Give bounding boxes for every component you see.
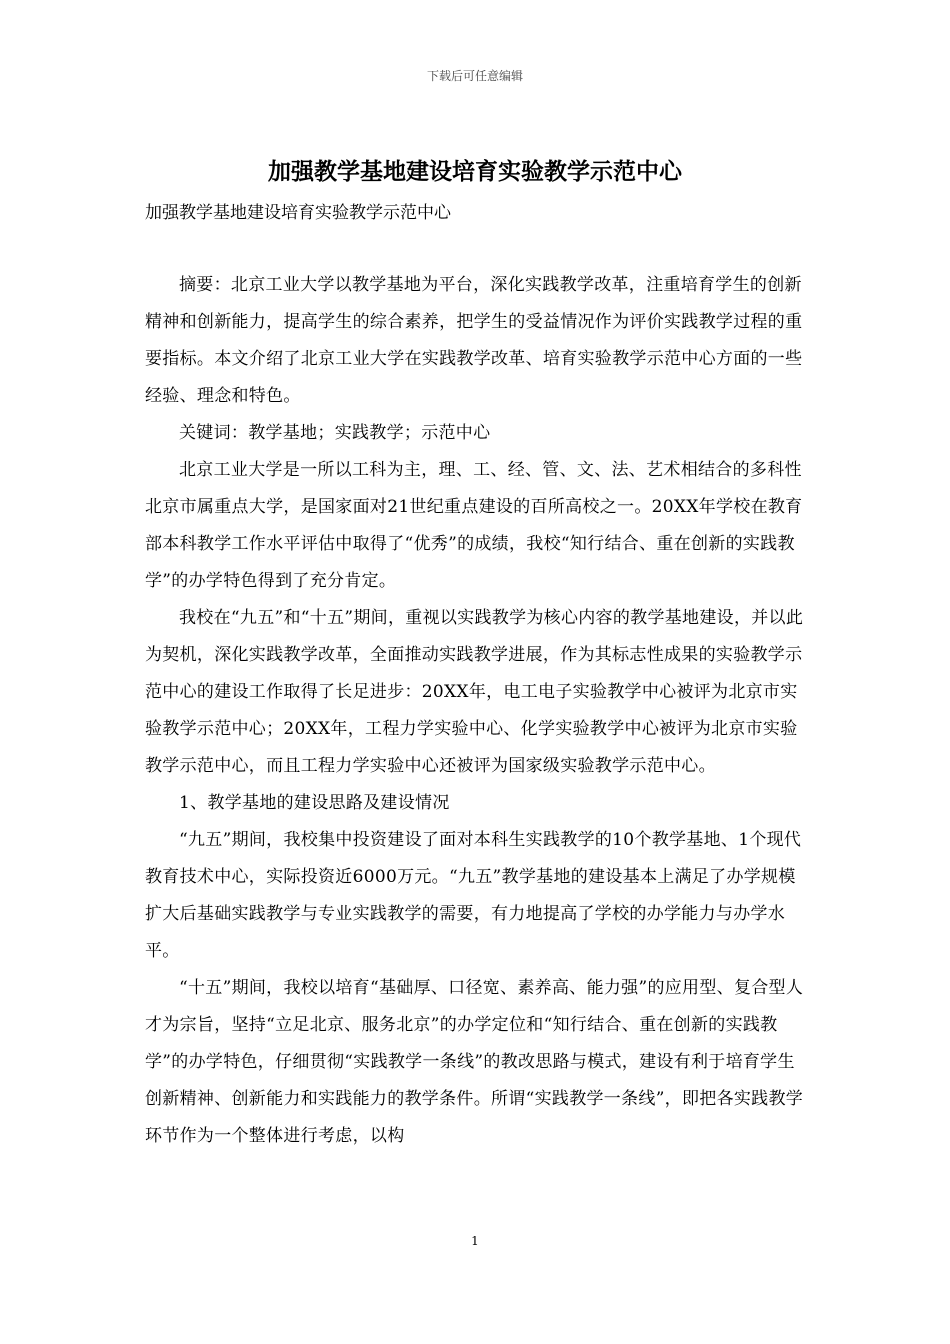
body-paragraph: “九五”期间，我校集中投资建设了面对本科生实践教学的10个教学基地、1个现代教育技术中心，实际投资近6000万元。“九五”教学基地的建设基本上满足了办学规模扩大后基础实践教学与专业实践教学的需要，有力地提高了学校的办学能力与办学水平。 <box>145 830 802 961</box>
abstract-paragraph: 摘要：北京工业大学以教学基地为平台，深化实践教学改革，注重培育学生的创新精神和创新能力，提高学生的综合素养，把学生的受益情况作为评价实践教学过程的重要指标。本文介绍了北京工业大学在实践教学改革、培育实验教学示范中心方面的一些经验、理念和特色。 <box>145 275 803 406</box>
document-body <box>145 267 810 1155</box>
section-heading: 1、教学基地的建设思路及建设情况 <box>179 793 450 813</box>
page-number: 1 <box>471 1234 479 1248</box>
body-paragraph: 我校在“九五”和“十五”期间，重视以实践教学为核心内容的教学基地建设，并以此为契机，深化实践教学改革，全面推动实践教学进展，作为其标志性成果的实验教学示范中心的建设工作取得了长足进步：20XX年，电工电子实验教学中心被评为北京市实验教学示范中心；20XX年，工程力学实验中心、化学实验教学中心被评为北京市实验教学示范中心，而且工程力学实验中心还被评为国家级实验教学示范中心。 <box>145 608 804 776</box>
body-paragraph: “十五”期间，我校以培育“基础厚、口径宽、素养高、能力强”的应用型、复合型人才为宗旨，坚持“立足北京、服务北京”的办学定位和“知行结合、重在创新的实践教学”的办学特色，仔细贯彻“实践教学一条线”的教改思路与模式，建设有利于培育学生创新精神、创新能力和实践能力的教学条件。所谓“实践教学一条线”，即把各实践教学环节作为一个整体进行考虑，以构 <box>145 978 804 1146</box>
keywords-paragraph: 关键词：教学基地；实践教学；示范中心 <box>179 423 491 443</box>
document-subtitle: 加强教学基地建设培育实验教学示范中心 <box>145 203 451 223</box>
body-paragraph: 北京工业大学是一所以工科为主，理、工、经、管、文、法、艺术相结合的多科性北京市属重点大学，是国家面对21世纪重点建设的百所高校之一。20XX年学校在教育部本科教学工作水平评估中取得了“优秀”的成绩，我校“知行结合、重在创新的实践教学”的办学特色得到了充分肯定。 <box>145 460 803 591</box>
document-title: 加强教学基地建设培育实验教学示范中心 <box>268 158 682 185</box>
page-header-note: 下载后可任意编辑 <box>426 69 523 83</box>
